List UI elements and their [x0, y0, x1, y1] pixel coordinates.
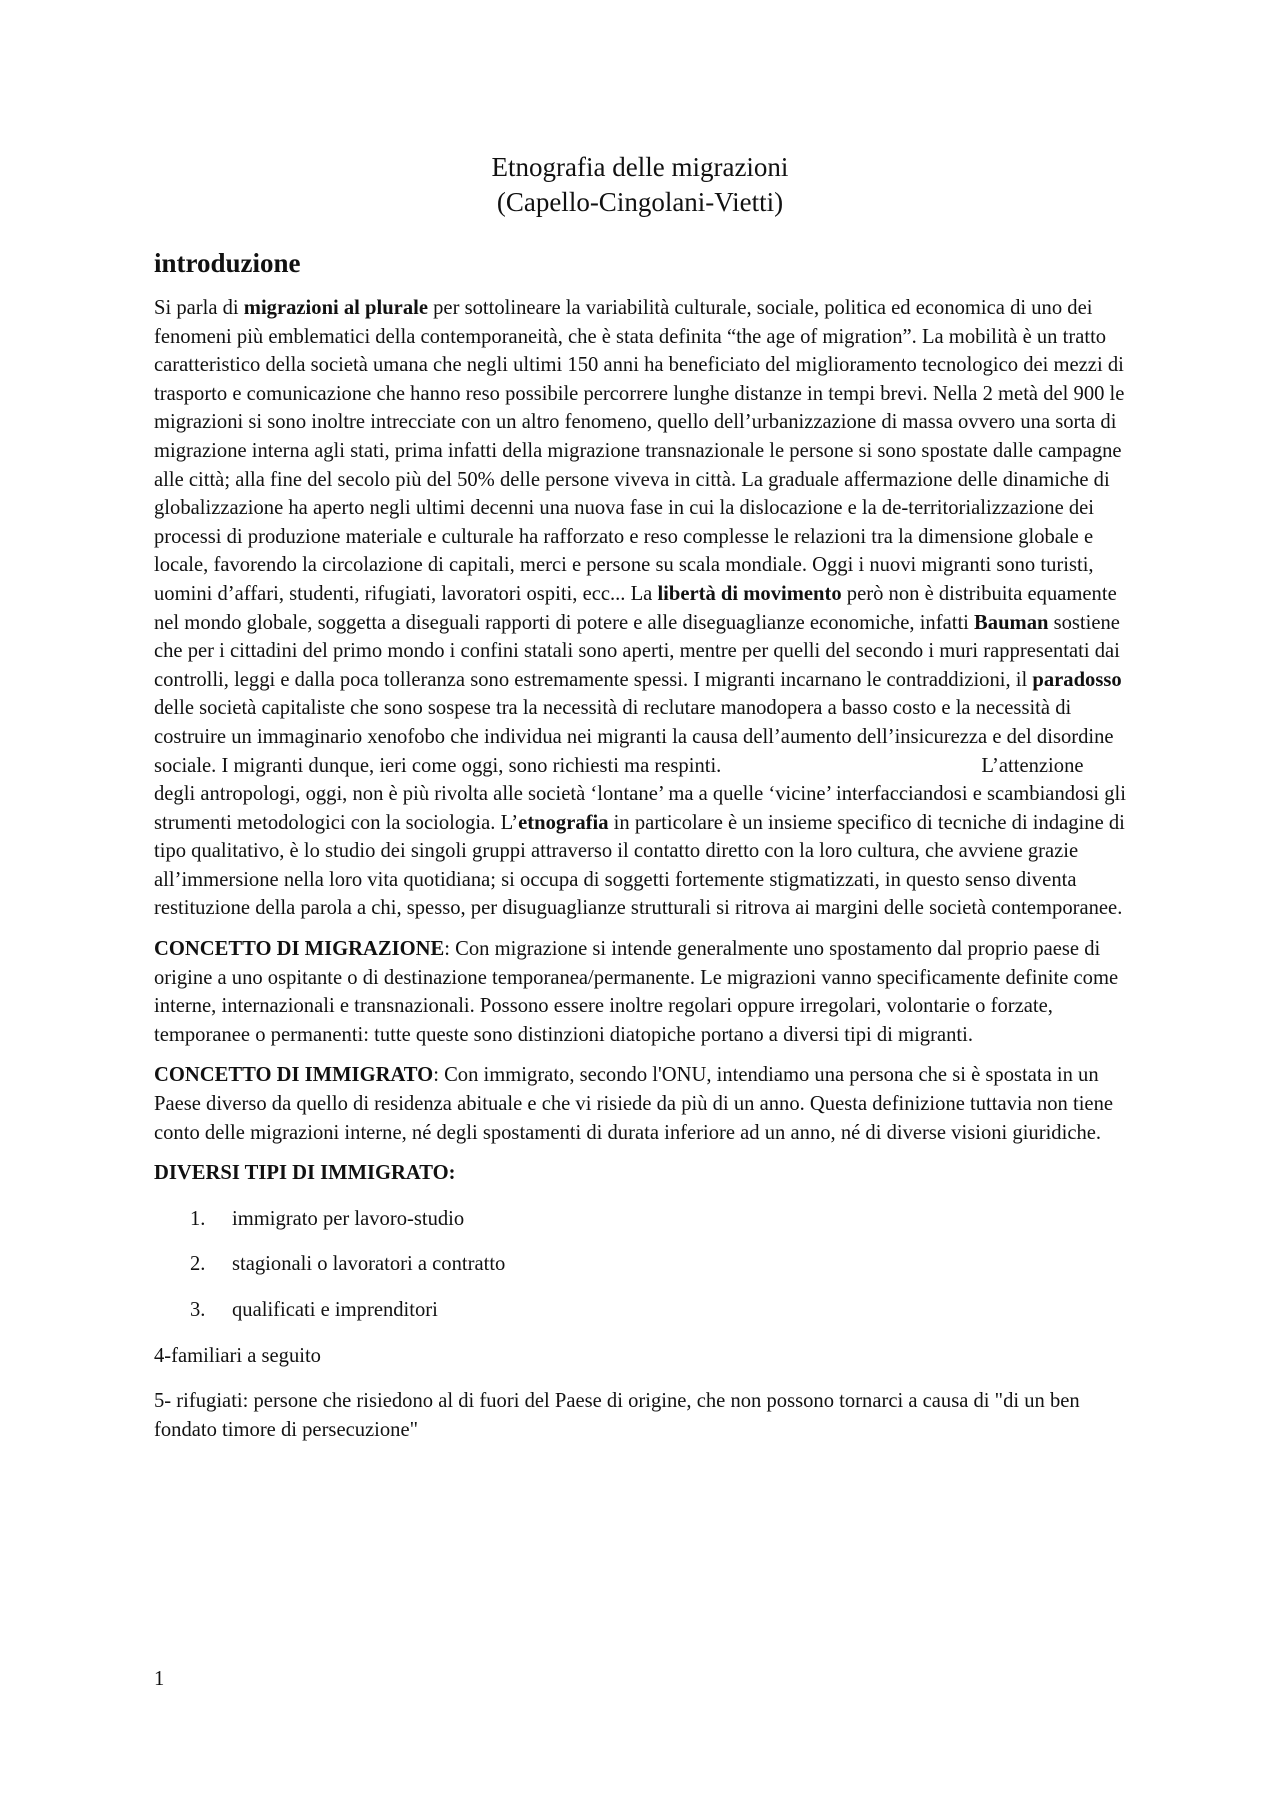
migrazione-label: CONCETTO DI MIGRAZIONE: [154, 938, 445, 961]
list-item: [154, 1296, 1126, 1325]
list-item: [154, 1250, 1126, 1279]
tipi-item-5: 5- rifugiati: persone che risiedono al di fuori del Paese di origine, che non possono tornarci a causa di "di un ben fondato timore di persecuzione": [154, 1390, 1080, 1441]
document-title: [154, 150, 1126, 220]
intro-text-i: delle società capitaliste che sono sospese tra la necessità di reclutare manodopera a basso costo e la necessità di costruire un immaginario xenofobo che individua nei migranti la causa dell’aumento dell’insicurezza e del disordine sociale. I migranti dunque, ieri come oggi, sono richiesti ma respinti.: [154, 697, 1114, 777]
intro-bold-bauman: Bauman: [974, 611, 1049, 634]
list-item-number: 3.: [190, 1299, 206, 1321]
list-item-text: qualificati e imprenditori: [232, 1299, 438, 1321]
immigrato-label: CONCETTO DI IMMIGRATO: [154, 1064, 434, 1087]
intro-bold-liberta: libertà di movimento: [657, 582, 842, 605]
page-number: 1: [154, 1668, 165, 1690]
tipi-item-4: 4-familiari a seguito: [154, 1344, 321, 1367]
migrazione-text: : Con migrazione si intende generalmente uno spostamento dal proprio paese di origine a uno ospitante o di destinazione temporanea/permanente. Le migrazioni vanno specificamente definite come interne, internazionali e transnazionali. Possono essere inoltre regolari oppure irregolari, volontarie o forzate, temporanee o permanenti: tutte queste sono distinzioni diatopiche portano a diversi tipi di migranti.: [154, 938, 1119, 1046]
intro-bold-paradosso: paradosso: [1032, 668, 1122, 691]
document-page: [154, 150, 1126, 1456]
list-item: [154, 1205, 1126, 1234]
intro-text-e: però non è distribuita equamente nel mondo globale, soggetta a diseguali rapporti di potere e alle diseguaglianze economiche, infatti: [154, 582, 1117, 634]
tipi-heading: [154, 1159, 1126, 1188]
intro-text-l: in particolare è un insieme specifico di tecniche di indagine di tipo qualitativo, è lo studio dei singoli gruppi attraverso il contatto diretto con la loro cultura, che avviene grazie all’immersione nella loro vita quotidiana; si occupa di soggetti fortemente stigmatizzati, in questo senso diventa restituzione della parola a chi, spesso, per disuguaglianze strutturali si ritrova ai margini delle società contemporanee.: [154, 811, 1125, 920]
tipi-list: [154, 1205, 1126, 1325]
intro-text-c: per sottolineare la variabilità culturale, sociale, politica ed economica di uno dei fenomeni più emblematici della contemporaneità, che è stata definita “the age of migration”. La mobilità è un tratto caratteristico della società umana che negli ultimi 150 anni ha beneficiato del miglioramento tecnologico dei mezzi di trasporto e comunicazione che hanno reso possibile percorrere lunghe distanze in tempi brevi. Nella 2 metà del 900 le migrazioni si sono inoltre intrecciate con un altro fenomeno, quello dell’urbanizzazione di massa ovvero una sorta di migrazione interna agli stati, prima infatti della migrazione transnazionale le persone si sono spostate dalle campagne alle città; alla fine del secolo più del 50% delle persone viveva in città. La graduale affermazione delle dinamiche di globalizzazione ha aperto negli ultimi decenni una nuova fase in cui la dislocazione e la de-territorializzazione dei processi di produzione materiale e culturale ha rafforzato e reso complesse le relazioni tra la dimensione globale e locale, favorendo la circolazione di capitali, merci e persone su scala mondiale. Oggi i nuovi migranti sono turisti, uomini d’affari, studenti, rifugiati, lavoratori ospiti, ecc... La: [154, 297, 1125, 605]
intro-text-j: L’attenzione degli antropologi, oggi, non è più rivolta alle società ‘lontane’ ma a quelle ‘vicine’ interfacciandosi e scambiandosi gli strumenti metodologici con la sociologia. L’: [154, 754, 1126, 834]
title-line-1: Etnografia delle migrazioni: [491, 152, 789, 182]
intro-heading: introduzione: [154, 248, 301, 278]
list-item-number: 1.: [190, 1207, 206, 1230]
intro-paragraph: [154, 294, 1126, 923]
intro-text-a: Si parla di: [154, 297, 244, 319]
list-item-number: 2.: [190, 1253, 206, 1276]
immigrato-paragraph: [154, 1061, 1126, 1147]
tipi-heading-text: DIVERSI TIPI DI IMMIGRATO:: [154, 1162, 456, 1185]
immigrato-text: : Con immigrato, secondo l'ONU, intendiamo una persona che si è spostata in un Paese diverso da quello di residenza abituale e che vi risiede da più di un anno. Questa definizione tuttavia non tiene conto delle migrazioni interne, né degli spostamenti di durata inferiore ad un anno, né di diverse visioni giuridiche.: [154, 1064, 1114, 1144]
intro-bold-etnografia: etnografia: [518, 811, 609, 834]
title-line-2: (Capello-Cingolani-Vietti): [496, 187, 784, 217]
migrazione-paragraph: [154, 935, 1126, 1049]
list-item-text: stagionali o lavoratori a contratto: [232, 1253, 506, 1276]
intro-bold-migrazioni: migrazioni al plurale: [243, 297, 428, 319]
intro-text-g: sostiene che per i cittadini del primo mondo i confini statali sono aperti, mentre per quelli del secondo i muri rappresentati dai controlli, leggi e dalla poca tolleranza sono estremamente spessi. I migranti incarnano le contraddizioni, il: [154, 611, 1120, 691]
list-item-text: immigrato per lavoro-studio: [232, 1207, 465, 1230]
